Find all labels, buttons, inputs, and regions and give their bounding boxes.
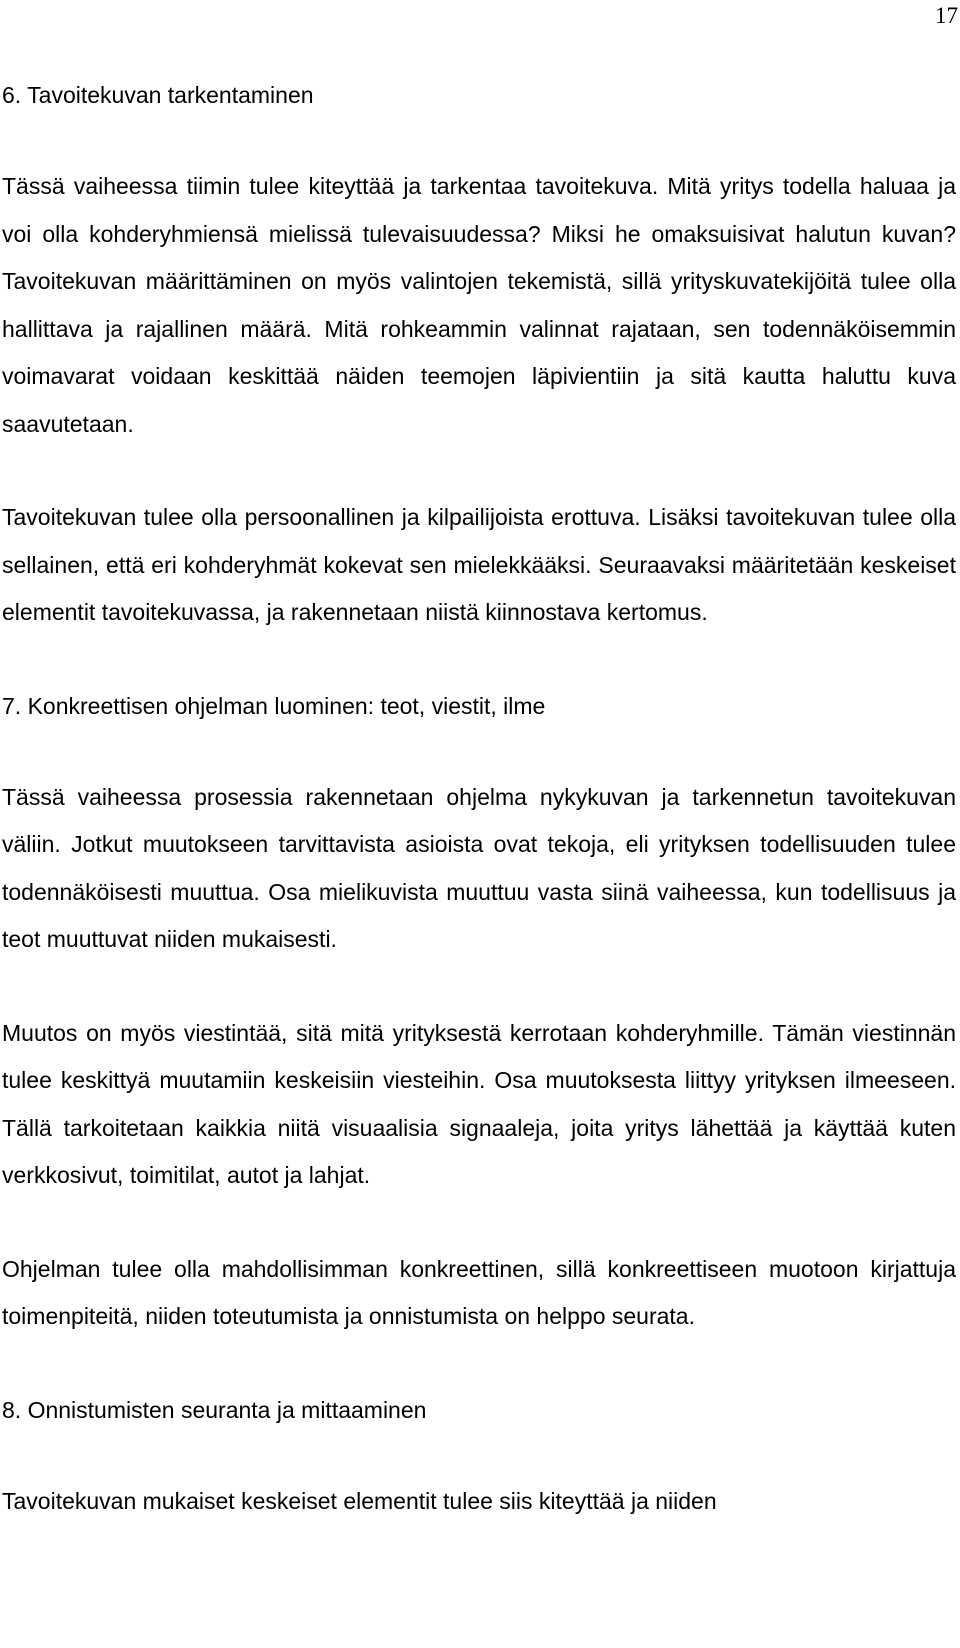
page-number: 17	[935, 3, 958, 28]
section-7-heading: 7. Konkreettisen ohjelman luominen: teot, viestit, ilme	[2, 692, 546, 719]
section-8-heading: 8. Onnistumisten seuranta ja mittaaminen	[2, 1396, 427, 1423]
section-7-paragraph-3: Ohjelman tulee olla mahdollisimman konkreettinen, sillä konkreettiseen muotoon kirjattuja toimenpiteitä, niiden toteutumista ja onnistumista on helppo seurata.	[2, 1255, 956, 1329]
section-6-paragraph-2: Tavoitekuvan tulee olla persoonallinen ja kilpailijoista erottuva. Lisäksi tavoitekuvan tulee olla sellainen, että eri kohderyhmät kokevat sen mielekkääksi. Seuraavaksi määritetään keskeiset elementit tavoitekuvassa, ja rakennetaan niistä kiinnostava kertomus.	[2, 504, 956, 625]
section-6-heading: 6. Tavoitekuvan tarkentaminen	[2, 82, 314, 108]
section-6-paragraph-1: Tässä vaiheessa tiimin tulee kiteyttää ja tarkentaa tavoitekuva. Mitä yritys todella haluaa ja voi olla kohderyhmiensä mielissä tulevaisuudessa? Miksi he omaksuisivat halutun kuvan? Tavoitekuvan määrittäminen on myös valintojen tekemistä, sillä yrityskuvatekijöitä tulee olla hallittava ja rajallinen määrä. Mitä rohkeammin valinnat rajataan, sen todennäköisemmin voimavarat voidaan keskittää näiden teemojen läpivientiin ja sitä kautta haluttu kuva saavutetaan.	[2, 173, 956, 437]
section-7-paragraph-2: Muutos on myös viestintää, sitä mitä yrityksestä kerrotaan kohderyhmille. Tämän viestinnän tulee keskittyä muutamiin keskeisiin viesteihin. Osa muutoksesta liittyy yrityksen ilmeeseen. Tällä tarkoitetaan kaikkia niitä visuaalisia signaaleja, joita yritys lähettää ja käyttää kuten verkkosivut, toimitilat, autot ja lahjat.	[2, 1019, 956, 1188]
section-8-paragraph-1: Tavoitekuvan mukaiset keskeiset elementit tulee siis kiteyttää ja niiden	[2, 1487, 717, 1514]
document-body	[2, 72, 956, 1525]
section-7-paragraph-1: Tässä vaiheessa prosessia rakennetaan ohjelma nykykuvan ja tarkennetun tavoitekuvan väliin. Jotkut muutokseen tarvittavista asioista ovat tekoja, eli yrityksen todellisuuden tulee todennäköisesti muuttua. Osa mielikuvista muuttuu vasta siinä vaiheessa, kun todellisuus ja teot muuttuvat niiden mukaisesti.	[2, 783, 956, 952]
